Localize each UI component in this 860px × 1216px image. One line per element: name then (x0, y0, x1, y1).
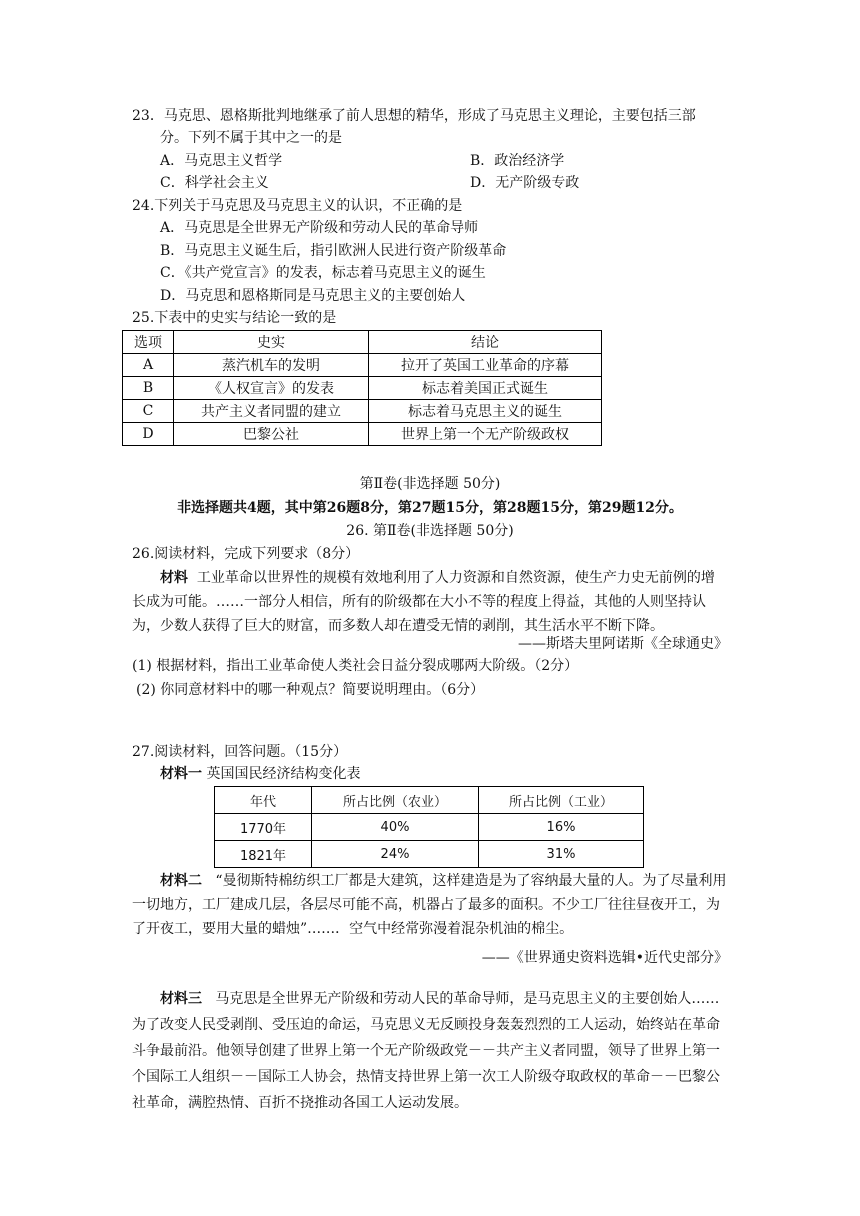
q27-stem: 27.阅读材料，回答问题。（15分） (132, 744, 348, 760)
table-cell: 《人权宣言》的发表 (174, 377, 369, 400)
q26-source: ——斯塔夫里阿诺斯《全球通史》 (518, 636, 728, 652)
q23-option-c: C．科学社会主义 (160, 175, 269, 191)
table-cell: A (123, 354, 174, 377)
table-cell: 蒸汽机车的发明 (174, 354, 369, 377)
q27-material1 (160, 764, 360, 784)
table-header-cell: 选项 (123, 331, 174, 354)
q27-table (214, 786, 644, 868)
table-header-cell: 史实 (174, 331, 369, 354)
table-cell: 40% (312, 814, 479, 841)
table-cell: 16% (479, 814, 644, 841)
q26-material-label: 材料 (160, 570, 188, 586)
q26-material (132, 566, 728, 638)
table-cell: C (123, 400, 174, 423)
q23-option-d: D．无产阶级专政 (470, 175, 580, 191)
q27-material3 (132, 986, 728, 1116)
section2-title: 第Ⅱ卷(非选择题 50分) (359, 476, 501, 492)
q27-m2-label: 材料二 (160, 873, 202, 889)
section2-repeat: 26. 第Ⅱ卷(非选择题 50分) (346, 523, 514, 539)
q24-option-a: A．马克思是全世界无产阶级和劳动人民的革命导师 (160, 220, 479, 236)
q27-m3-label: 材料三 (160, 991, 202, 1007)
table-row (123, 400, 602, 423)
q27-m1-title: 英国国民经济结构变化表 (206, 766, 361, 782)
table-cell: 标志着马克思主义的诞生 (369, 400, 602, 423)
table-header-row (123, 331, 602, 354)
table-row (123, 423, 602, 446)
q23-stem-line1: 23．马克思、恩格斯批判地继承了前人思想的精华，形成了马克思主义理论，主要包括三部 (132, 108, 696, 124)
q26-material-text: 工业革命以世界性的规模有效地利用了人力资源和自然资源，使生产力史无前例的增长成为可能。……一部分人相信，所有的阶级都在大小不等的程度上得益，其他的人则坚持认为，少数人获得了巨大的财富，而多数人却在遭受无情的剥削，其生活水平不断下降。 (132, 570, 715, 634)
table-header-cell: 结论 (369, 331, 602, 354)
q24-option-c: C．《共产党宣言》的发表，标志着马克思主义的诞生 (160, 265, 486, 281)
q24-option-b: B．马克思主义诞生后，指引欧洲人民进行资产阶级革命 (160, 243, 507, 259)
q26-sub2: (2) 你同意材料中的哪一种观点？简要说明理由。（6分） (136, 682, 485, 698)
q24-option-d: D．马克思和恩格斯同是马克思主义的主要创始人 (160, 288, 466, 304)
table-header-cell: 所占比例（农业） (312, 787, 479, 814)
table-row (215, 841, 644, 868)
q26-sub1: (1) 根据材料，指出工业革命使人类社会日益分裂成哪两大阶级。（2分） (132, 658, 579, 674)
table-row (215, 814, 644, 841)
table-cell: 巴黎公社 (174, 423, 369, 446)
q27-m2-source: ——《世界通史资料选辑•近代史部分》 (481, 950, 728, 966)
table-header-cell: 所占比例（工业） (479, 787, 644, 814)
q26-stem: 26.阅读材料，完成下列要求（8分） (132, 546, 360, 562)
q27-m2-text: “曼彻斯特棉纺织工厂都是大建筑，这样建造是为了容纳最大量的人。为了尽量利用一切地方，工厂建成几层，各层尽可能不高，机器占了最多的面积。不少工厂往往昼夜开工，为了开夜工，要用大量的蜡烛”……．空气中经常弥漫着混杂机油的棉尘。 (132, 873, 727, 937)
q27-m3-text: 马克思是全世界无产阶级和劳动人民的革命导师，是马克思主义的主要创始人……为了改变人民受剥削、受压迫的命运，马克思义无反顾投身轰轰烈烈的工人运动，始终站在革命斗争最前沿。他领导创建了世界上第一个无产阶级政党－－共产主义者同盟，领导了世界上第一个国际工人组织－－国际工人协会，热情支持世界上第一次工人阶级夺取政权的革命－－巴黎公社革命，满腔热情、百折不挠推动各国工人运动发展。 (132, 991, 720, 1111)
q23-option-b: B．政治经济学 (470, 153, 565, 169)
q25-table (122, 330, 602, 446)
table-cell: B (123, 377, 174, 400)
section2-note: 非选择题共4题，其中第26题8分，第27题15分，第28题15分，第29题12分。 (177, 500, 683, 516)
table-cell: 1770年 (215, 814, 312, 841)
table-cell: 共产主义者同盟的建立 (174, 400, 369, 423)
table-row (123, 354, 602, 377)
q27-m1-label: 材料一 (160, 766, 202, 782)
table-header-row (215, 787, 644, 814)
table-cell: D (123, 423, 174, 446)
table-cell: 31% (479, 841, 644, 868)
q25-stem: 25.下表中的史实与结论一致的是 (132, 310, 337, 326)
q24-stem: 24.下列关于马克思及马克思主义的认识，不正确的是 (132, 198, 463, 214)
table-header-cell: 年代 (215, 787, 312, 814)
table-cell: 世界上第一个无产阶级政权 (369, 423, 602, 446)
table-cell: 1821年 (215, 841, 312, 868)
table-row (123, 377, 602, 400)
table-cell: 24% (312, 841, 479, 868)
q23-option-a: A．马克思主义哲学 (160, 153, 283, 169)
table-cell: 拉开了英国工业革命的序幕 (369, 354, 602, 377)
q27-material2 (132, 869, 728, 941)
q23-stem-line2: 分。下列不属于其中之一的是 (160, 130, 342, 146)
table-cell: 标志着美国正式诞生 (369, 377, 602, 400)
